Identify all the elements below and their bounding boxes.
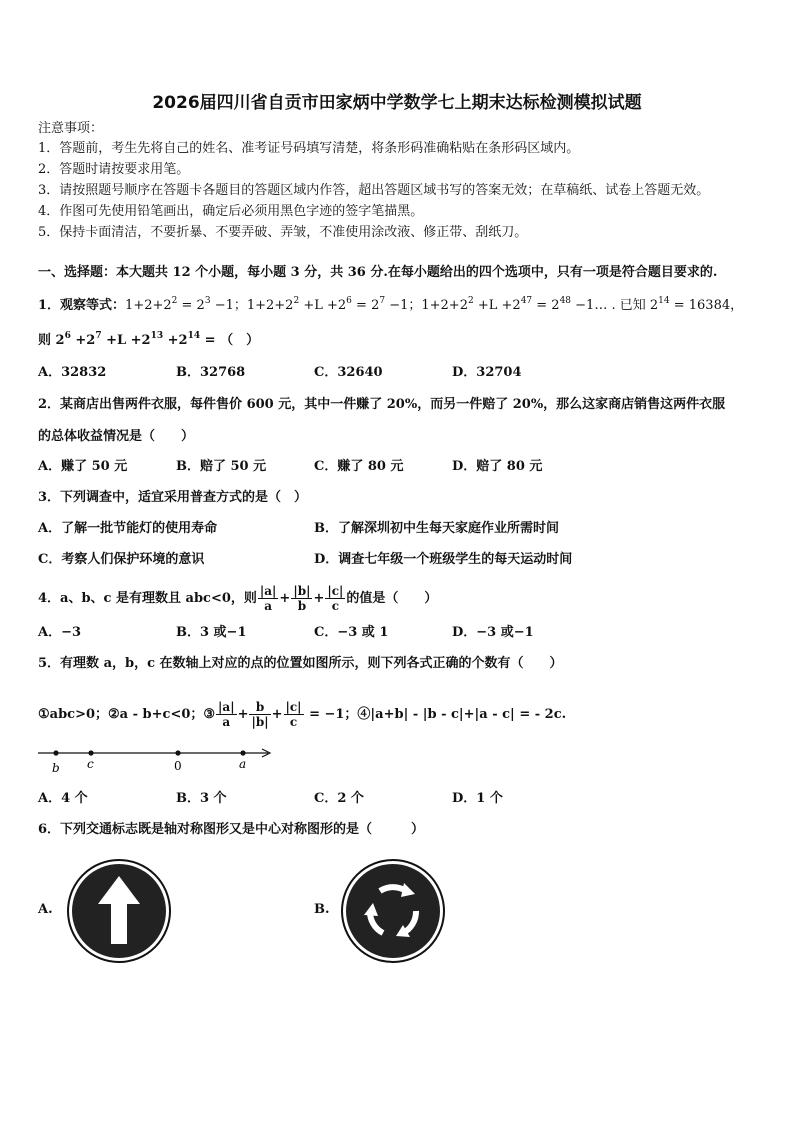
axis-label-a: a [239, 757, 247, 771]
option-d[interactable]: D．32704 [452, 365, 522, 380]
option-c[interactable]: C．考察人们保护环境的意识 [38, 552, 205, 567]
question-1-line-2: 则 $2^6 +2^7 +L +2^{13} +2^{14}$ = （ ） [38, 331, 260, 348]
option-b[interactable]: B．3 个 [176, 791, 227, 806]
question-5-conditions: ①abc>0；②a - b+c<0；③ $\frac{|a|}{a}$ + $\frac{b}{|b|}$ + $\frac{|c|}{c}$ = −1；④|a+b| - |b - c|+|a - c| = - 2c. [38, 700, 567, 729]
option-a[interactable]: A．赚了 50 元 [38, 459, 128, 474]
option-a[interactable]: A．4 个 [38, 791, 88, 806]
question-1-line-1: 1．观察等式：$1+2+2^2 = 2^3 -1$；$1+2+2^2 +L +2^6 = 2^7 -1$；$1+2+2^2 +L +2^{47} = 2^{48}$ −1… . 已知 $2^{14} = 16384$， [38, 296, 744, 313]
page-title: 2026届四川省自贡市田家炳中学数学七上期末达标检测模拟试题 [152, 93, 642, 113]
axis-label-zero: 0 [174, 759, 182, 773]
roundabout-sign-icon[interactable] [340, 858, 446, 964]
axis-label-c: c [87, 757, 94, 771]
fraction: $\frac{|a|}{a}$ [259, 584, 277, 613]
notice-item: 4．作图可先使用铅笔画出，确定后必须用黑色字迹的签字笔描黑。 [38, 204, 424, 219]
option-c[interactable]: C．32640 [314, 365, 383, 380]
up-arrow-sign-icon[interactable] [66, 858, 172, 964]
notice-item: 1．答题前，考生先将自己的姓名、准考证号码填写清楚，将条形码准确粘贴在条形码区域内。 [38, 141, 580, 156]
point-c [88, 750, 93, 755]
option-a[interactable]: A. [38, 902, 53, 917]
fraction: $\frac{|b|}{b}$ [293, 584, 311, 613]
question-3-stem: 3．下列调查中，适宜采用普查方式的是（ ） [38, 490, 308, 505]
option-b[interactable]: B．了解深圳初中生每天家庭作业所需时间 [314, 521, 559, 536]
point-zero [175, 750, 180, 755]
question-6-stem: 6．下列交通标志既是轴对称图形又是中心对称图形的是（ ） [38, 822, 425, 837]
option-d[interactable]: D．−3 或−1 [452, 625, 534, 640]
fraction: $\frac{|a|}{a}$ [218, 700, 235, 729]
question-4-stem: 4．a、b、c 是有理数且 abc<0，则 $\frac{|a|}{a}$ + $\frac{|b|}{b}$ + $\frac{|c|}{c}$ 的值是（ ） [38, 584, 438, 613]
question-5-stem: 5．有理数 a，b，c 在数轴上对应的点的位置如图所示，则下列各式正确的个数有（ ） [38, 656, 563, 671]
notice-item: 3．请按照题号顺序在答题卡各题目的答题区域内作答，超出答题区域书写的答案无效；在草稿纸、试卷上答题无效。 [38, 183, 710, 198]
question-2-line-1: 2．某商店出售两件衣服，每件售价 600 元，其中一件赚了 20%，而另一件赔了 20%，那么这家商店销售这两件衣服 [38, 397, 726, 412]
axis-label-b: b [52, 761, 60, 775]
fraction: $\frac{b}{|b|}$ [251, 700, 269, 729]
option-c[interactable]: C．赚了 80 元 [314, 459, 404, 474]
section-heading: 一、选择题：本大题共 12 个小题，每小题 3 分，共 36 分.在每小题给出的四个选项中，只有一项是符合题目要求的. [38, 265, 718, 280]
point-b [53, 750, 58, 755]
option-a[interactable]: A．32832 [38, 365, 107, 380]
option-c[interactable]: C．2 个 [314, 791, 364, 806]
notice-item: 2．答题时请按要求用笔。 [38, 162, 190, 177]
notice-item: 5．保持卡面清洁，不要折暴、不要弄破、弄皱，不准使用涂改液、修正带、刮纸刀。 [38, 225, 528, 240]
option-c[interactable]: C．−3 或 1 [314, 625, 389, 640]
option-d[interactable]: D．赔了 80 元 [452, 459, 543, 474]
option-a[interactable]: A．−3 [38, 625, 82, 640]
option-b[interactable]: B. [314, 902, 330, 917]
option-b[interactable]: B．32768 [176, 365, 246, 380]
option-b[interactable]: B．赔了 50 元 [176, 459, 267, 474]
option-b[interactable]: B．3 或−1 [176, 625, 247, 640]
fraction: $\frac{|c|}{c}$ [327, 584, 344, 613]
option-d[interactable]: D．调查七年级一个班级学生的每天运动时间 [314, 552, 573, 567]
option-d[interactable]: D．1 个 [452, 791, 503, 806]
point-a [240, 750, 245, 755]
number-line [36, 742, 276, 776]
fraction: $\frac{|c|}{c}$ [285, 700, 302, 729]
question-2-line-2: 的总体收益情况是（ ） [38, 429, 195, 444]
option-a[interactable]: A．了解一批节能灯的使用寿命 [38, 521, 218, 536]
notice-heading: 注意事项： [38, 121, 104, 136]
